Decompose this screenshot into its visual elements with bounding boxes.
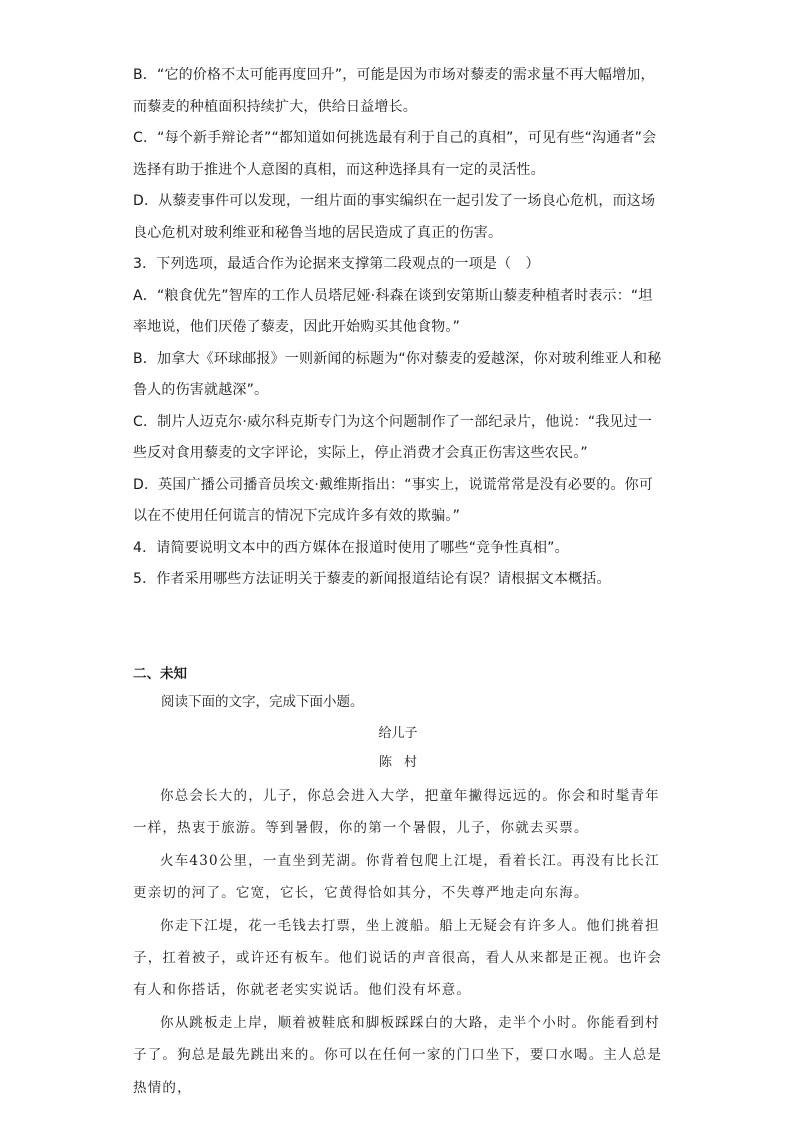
option-b: B．“它的价格不太可能再度回升”，可能是因为市场对藜麦的需求量不再大幅增加，而藜麦的种植面积持续扩大，供给日益增长。 — [133, 67, 655, 115]
poem-paragraph: 你走下江堤，花一毛钱去打票，坐上渡船。船上无疑会有许多人。他们挑着担子，扛着被子，或许还有板车。他们说话的声音很高，看人从来都是正视。也许会有人和你搭话，你就老老实实说话。他们没有坏意。 — [133, 917, 663, 999]
poem-paragraph: 你从跳板走上岸，顺着被鞋底和脚板踩踩白的大路，走半个小时。你能看到村子了。狗总是最先跳出来的。你可以在任何一家的门口坐下，要口水喝。主人总是热情的， — [133, 1014, 663, 1096]
option-c: C．“每个新手辩论者”“都知道如何挑选最有利于自己的真相”，可见有些“沟通者”会选择有助于推进个人意图的真相，而这种选择具有一定的灵活性。 — [133, 130, 657, 178]
option-d: D．从藜麦事件可以发现，一组片面的事实编织在一起引发了一场良心危机，而这场良心危机对玻利维亚和秘鲁当地的居民造成了真正的伤害。 — [133, 193, 656, 241]
poem-paragraph: 火车430公里，一直坐到芜湖。你背着包爬上江堤，看着长江。再没有比长江更亲切的河了。它宽，它长，它黄得恰如其分，不失尊严地走向东海。 — [133, 852, 660, 902]
poem-author: 陈村 — [378, 755, 429, 770]
question-3: 3．下列选项，最适合作为论据来支撑第二段观点的一项是（ ） — [133, 256, 540, 272]
section-heading: 二、未知 — [133, 666, 187, 682]
poem-body — [133, 780, 663, 1104]
question-3-option-d: D．英国广播公司播音员埃文·戴维斯指出：“事实上，说谎常常是没有必要的。你可以在不使用任何谎言的情况下完成许多有效的欺骗。” — [133, 476, 654, 524]
question-3-option-c: C．制片人迈克尔·威尔科克斯专门为这个问题制作了一部纪录片，他说：“我见过一些反对食用藜麦的文字评论，实际上，停止消费才会真正伤害这些农民。” — [133, 413, 653, 461]
section-instructions: 阅读下面的文字，完成下面小题。 — [161, 694, 364, 710]
question-3-option-a: A．“粮食优先”智库的工作人员塔尼娅·科森在谈到安第斯山藜麦种植者时表示：“坦率地说，他们厌倦了藜麦，因此开始购买其他食物。” — [133, 287, 653, 335]
poem-paragraph: 你总会长大的，儿子，你总会进入大学，把童年撇得远远的。你会和时髦青年一样，热衷于旅游。等到暑假，你的第一个暑假，儿子，你就去买票。 — [133, 788, 660, 837]
question-5: 5．作者采用哪些方法证明关于藜麦的新闻报道结论有误？请根据文本概括。 — [133, 571, 611, 587]
poem-title: 给儿子 — [378, 726, 418, 741]
question-4: 4．请简要说明文本中的西方媒体在报道时使用了哪些“竞争性真相”。 — [133, 539, 569, 556]
question-3-option-b: B．加拿大《环球邮报》一则新闻的标题为“你对藜麦的爱越深，你对玻利维亚人和秘鲁人的伤害就越深”。 — [133, 350, 662, 398]
question-options-block — [133, 60, 663, 596]
